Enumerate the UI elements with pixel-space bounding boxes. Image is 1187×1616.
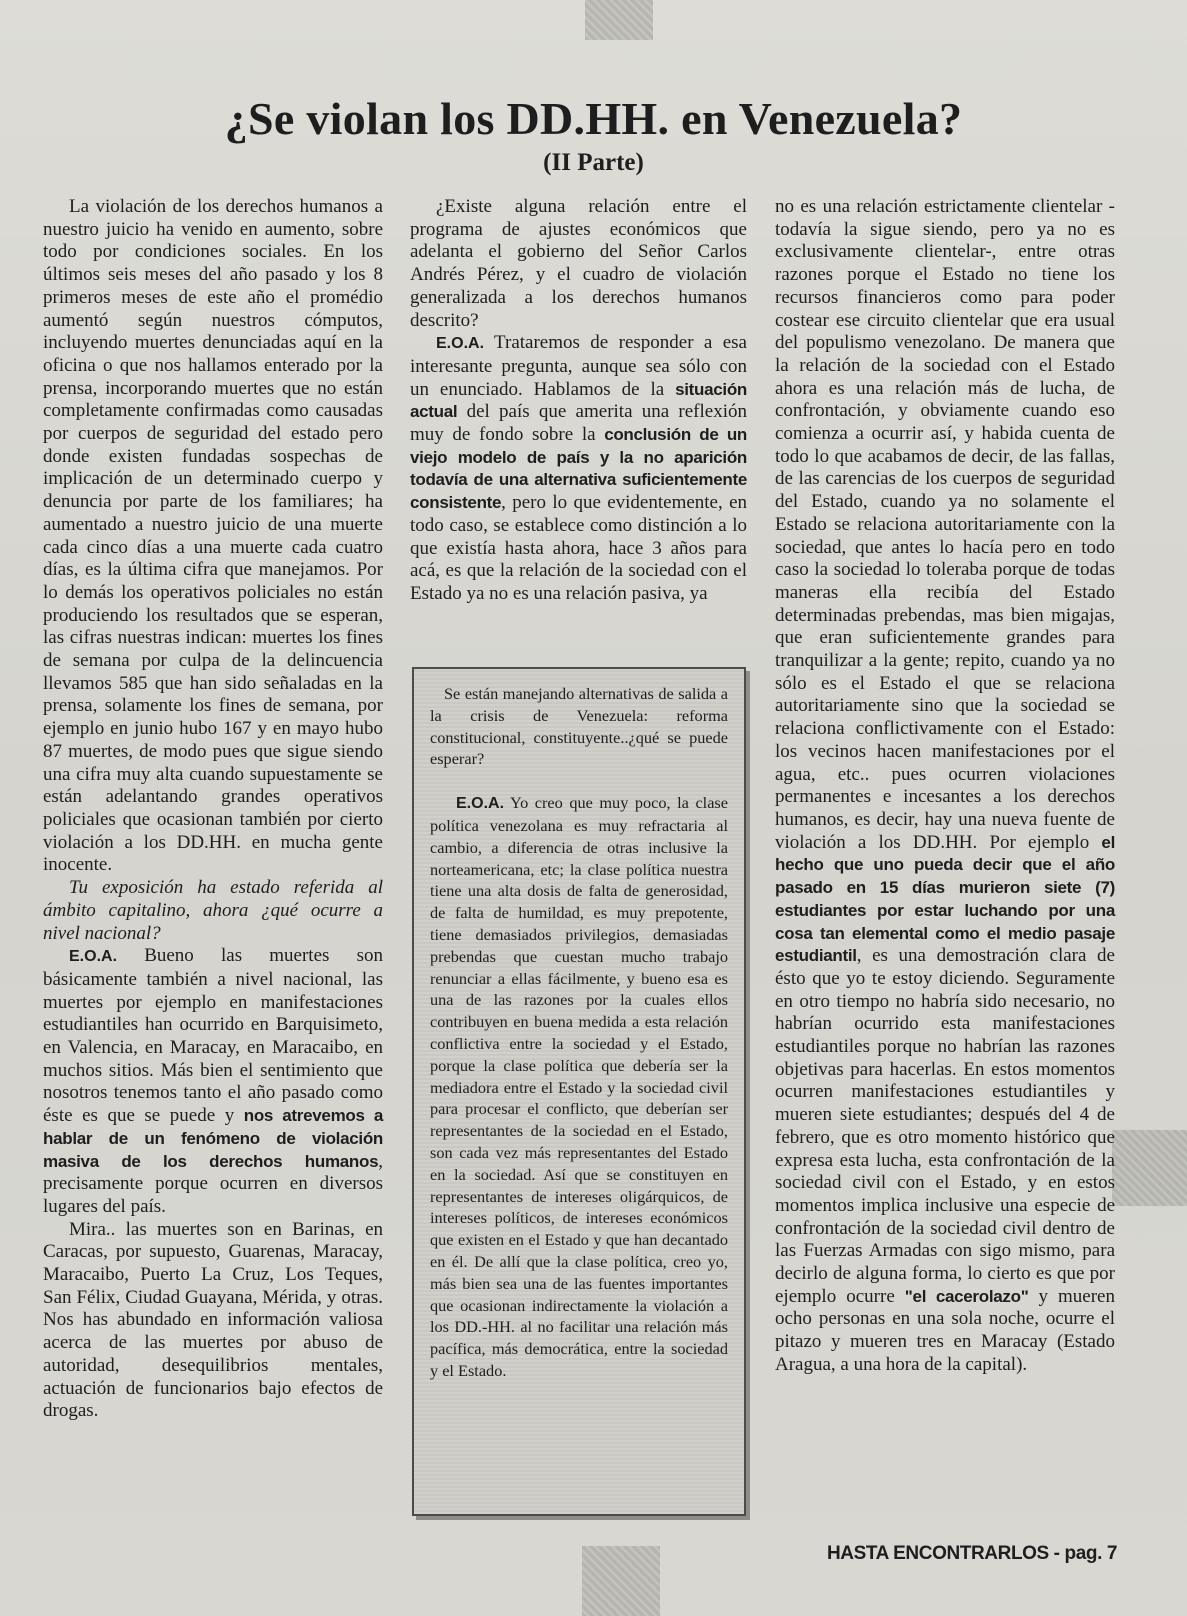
interview-question: ¿Existe alguna relación entre el programa de ajustes económicos que adelanta el gobierno del Señor Carlos Andrés Pérez, y el cuadro de violación generalizada a los derechos humanos descrito?: [410, 196, 747, 331]
paragraph: [410, 332, 747, 605]
text-run: , pero lo que evidentemente, en todo caso, se establece como distinción a lo que existía hasta ahora, hace 3 años para acá, es que la relación de la sociedad con el Estado ya no es una relación pasiva, ya: [410, 492, 747, 604]
highlighted-text: "el cacerolazo": [904, 1286, 1029, 1306]
highlighted-text: nos atrevemos a hablar de un fenómeno de violación masiva de los derechos humanos: [43, 1106, 383, 1171]
interview-question: Tu exposición ha estado referida al ámbito capitalino, ahora ¿qué ocurre a nivel nacional?: [43, 877, 383, 944]
column-1: [43, 196, 383, 1423]
paragraph: La violación de los derechos humanos a nuestro juicio ha venido en aumento, sobre todo por condiciones sociales. En los últimos seis meses del año pasado y los 8 primeros meses de este año el promédio aumentó según nuestros cómputos, incluyendo muertes denunciadas aquí en la oficina o que nos hallamos enterado por la prensa, incorporando muertes que no están completamente confirmadas como causadas por cuerpos de seguridad del estado pero donde existen fundadas sospechas de implicación de un determinado cuerpo y denuncia por parte de los familiares; ha aumentado a nuestro juicio de una muerte cada cinco días a una muerte cada cuatro días, es la última cifra que manejamos. Por lo demás los operativos policiales no están produciendo los resultados que se esperan, las cifras nuestras indican: muertes los fines de semana por culpa de la delincuencia llevamos 585 que han sido señaladas en la prensa, solamente los fines de semana, por ejemplo en junio hubo 167 y en mayo hubo 87 muertes, de modo pues que sigue siendo una cifra muy alta cuando supuestamente se están adelantando grandes operativos policiales que ocasionan también por cierto violación a los DD.HH. en mucha gente inocente.: [43, 196, 383, 876]
page-footer: HASTA ENCONTRARLOS - pag. 7: [826, 1543, 1117, 1564]
text-run: Bueno las muertes son básicamente también a nivel nacional, las muertes por ejemplo en manifestaciones estudiantiles han ocurrido en Barquisimeto, en Valencia, en Maracay, en Maracaibo, en muchos sitios. Más bien el sentimiento que nosotros tenemos tanto el año pasado como éste es que se puede y: [43, 945, 383, 1127]
text-run: Trataremos de responder a esa interesante pregunta, aunque sea sólo con un enunciado. Hablamos de la: [410, 332, 747, 400]
sidebar-box-content: [430, 683, 728, 1382]
highlighted-text: el hecho que uno pueda decir que el año pasado en 15 días murieron siete (7) estudiantes por estar luchando por una cosa tan elemental como el medio pasaje estudiantil: [775, 832, 1115, 966]
tape-bottom: [582, 1546, 660, 1616]
sidebar-box: [412, 667, 746, 1516]
page-subtitle: (II Parte): [543, 149, 644, 176]
box-answer: [430, 792, 728, 1382]
tape-right: [1112, 1130, 1187, 1206]
paragraph: [775, 196, 1115, 1377]
text-run: , precisamente porque ocurren en diversos lugares del país.: [43, 1150, 383, 1217]
column-3: [775, 196, 1115, 1377]
speaker-initials: E.O.A.: [456, 795, 505, 813]
text-run: Yo creo que muy poco, la clase política venezolana es muy refractaria al cambio, a diferencia de otras inclusive la norteamericana, etc; la clase política nuestra tiene una alta dosis de falta de generosidad, de falta de humildad, es muy prepotente, tiene demasiados privilegios, demasiadas prebendas que cuestan mucho trabajo renunciar a ellas fácilmente, y bueno esa es una de las razones por la cuales ellos contribuyen en buena medida a esta relación conflictiva entre la sociedad y el Estado, porque la clase política que debería ser la mediadora entre el Estado y la sociedad civil para procesar el conflicto, que deberían ser representantes de la sociedad en el Estado, son cada vez más representantes del Estado en la sociedad. Así que se constituyen en representantes de intereses oligárquicos, de intereses políticos, de intereses económicos que existen en el Estado y que han decantado en él. De allí que la clase política, creo yo, más bien sea una de las fuentes importantes que ocasionan indirectamente la violación a los DD.-HH. al no facilitar una relación más pacífica, más democrática, entre la sociedad y el Estado.: [430, 793, 728, 1380]
speaker-initials: E.O.A.: [69, 948, 118, 966]
paragraph: [43, 945, 383, 1218]
paragraph: Mira.. las muertes son en Barinas, en Caracas, por supuesto, Guarenas, Maracay, Maracaibo, Puerto La Cruz, Los Teques, San Félix, Ciudad Guayana, Mérida, y otras. Nos has abundado en información valiosa acerca de las muertes por abuso de autoridad, desequilibrios mentales, actuación de funcionarios bajo efectos de drogas.: [43, 1218, 383, 1422]
speaker-initials: E.O.A.: [436, 335, 485, 353]
highlighted-text: conclusión de un viejo modelo de país y la no aparición todavía de una alternativa suficientemente consistente: [410, 425, 747, 513]
box-question: Se están manejando alternativas de salida a la crisis de Venezuela: reforma constitucional, constituyente..¿qué se puede esperar?: [430, 684, 728, 769]
text-run: no es una relación estrictamente clientelar -todavía la sigue siendo, pero ya no es exclusivamente clientelar-, entre otras razones porque el Estado no tiene los recursos financieros como para poder costear ese circuito clientelar que era usual del populismo venezolano. De manera que la relación de la sociedad con el Estado ahora es una relación más de lucha, de confrontación, y obviamente cuando eso comienza a ocurrir así, y habida cuenta de todo lo que acabamos de decir, de las fallas, de las carencias de los cuerpos de seguridad del Estado, cuando ya no solamente el Estado se relaciona autoritariamente con la sociedad, que antes lo hacía pero en todo caso la sociedad lo toleraba porque de todas maneras ella recibía del Estado determinadas prebendas, mas bien migajas, que eran suficientemente grandes para tranquilizar a la gente; repito, cuando ya no sólo es el Estado el que se relaciona autoritariamente sino que la sociedad se relaciona conflictivamente con el Estado: los vecinos hacen manifestaciones por el agua, etc.. pues ocurren violaciones permanentes e incesantes a los derechos humanos, es decir, hay una nueva fuente de violación a los DD.HH. Por ejemplo: [775, 196, 1115, 853]
text-run: , es una demostración clara de ésto que yo te estoy diciendo. Seguramente en otro tiempo no habría sido necesario, no habrían ocurrido esta manifestaciones estudiantiles porque no habrían las razones objetivas para hacerlas. En estos momentos ocurren manifestaciones estudiantiles y mueren siete estudiantes; después del 4 de febrero, que es otro momento histórico que expresa esta lucha, esta confrontación de la sociedad civil con el Estado, y en estos momentos implica inclusive una especie de confrontación de la sociedad civil dentro de las Fuerzas Armadas con sigo mismo, para decirlo de alguna forma, lo cierto es que por ejemplo ocurre: [775, 945, 1115, 1307]
highlighted-text: situación actual: [410, 379, 747, 422]
tape-top: [585, 0, 653, 40]
text-run: y mueren ocho personas en una sola noche, ocurre el pitazo y mueren tres en Maracay (Estado Aragua, a una hora de la capital).: [775, 1285, 1115, 1375]
column-2: [410, 196, 747, 606]
page-title: ¿Se violan los DD.HH. en Venezuela?: [224, 93, 963, 144]
text-run: del país que amerita una reflexión muy de fondo sobre la: [410, 401, 747, 446]
